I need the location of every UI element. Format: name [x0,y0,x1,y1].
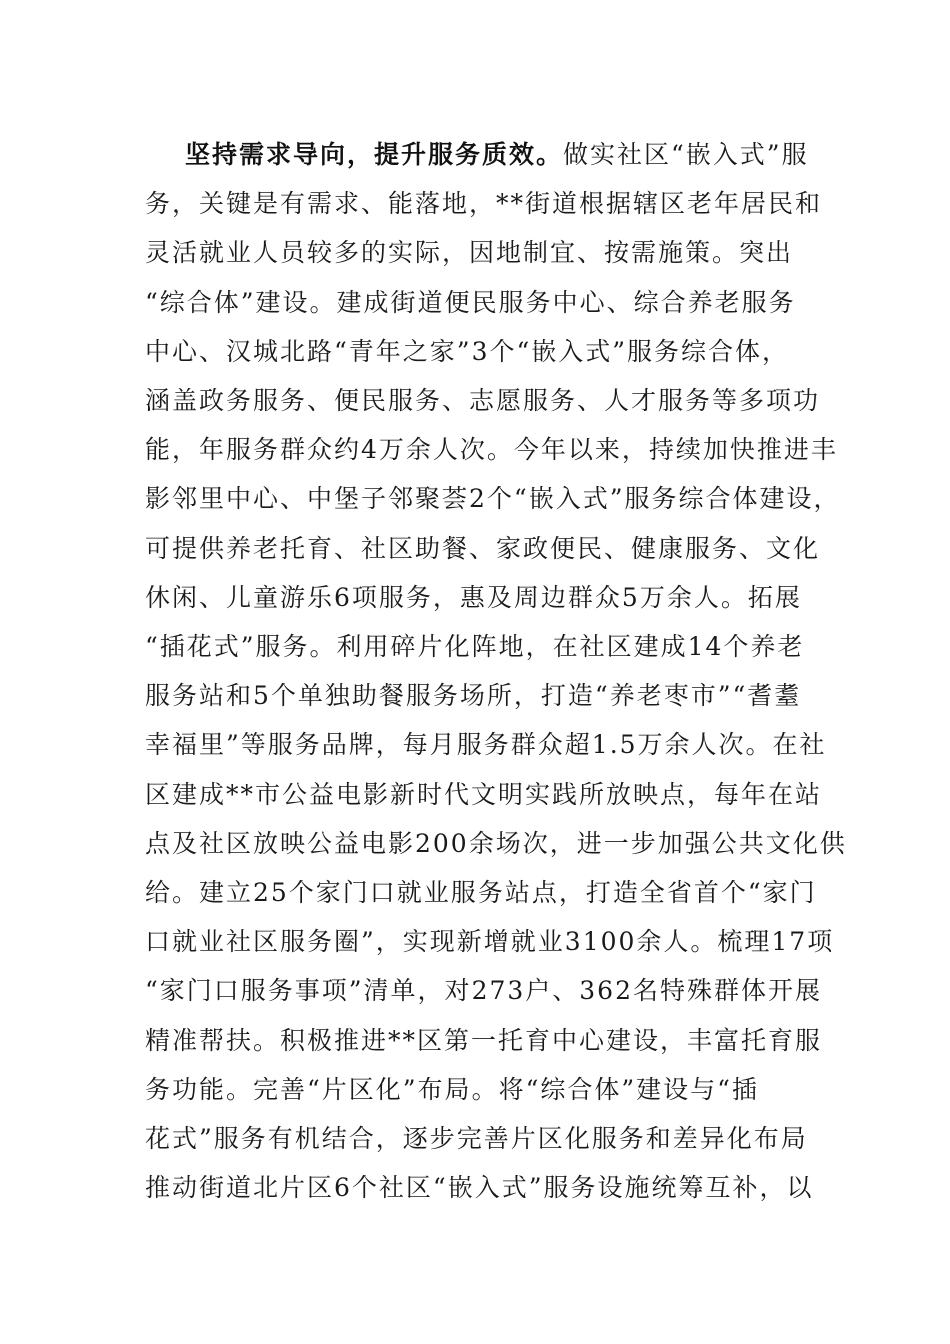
paragraph-line-4: “综合体”建设。建成街道便民服务中心、综合养老服务 [145,287,796,317]
line-text: 做实社区“嵌入式”服 [563,140,809,169]
paragraph-line-13: 幸福里”等服务品牌，每月服务群众超1.5万余人次。在社 [145,730,827,760]
paragraph-line-3: 灵活就业人员较多的实际，因地制宜、按需施策。突出 [145,238,794,268]
paragraph-line-18: “家门口服务事项”清单，对273户、362名特殊群体开展 [145,976,822,1006]
lead-heading: 坚持需求导向，提升服务质效。 [185,140,564,169]
body-paragraph [145,130,847,1212]
paragraph-line-8: 影邻里中心、中堡子邻聚荟2个“嵌入式”服务综合体建设， [145,484,841,514]
paragraph-line-21: 花式”服务有机结合，逐步完善片区化服务和差异化布局 [145,1124,808,1154]
paragraph-line-14: 区建成**市公益电影新时代文明实践所放映点，每年在站 [145,779,823,809]
paragraph-line-9: 可提供养老托育、社区助餐、家政便民、健康服务、文化 [145,533,821,563]
paragraph-line-10: 休闲、儿童游乐6项服务，惠及周边群众5万余人。拓展 [145,582,802,612]
paragraph-line-1 [145,130,810,179]
paragraph-line-17: 口就业社区服务圈”，实现新增就业3100余人。梳理17项 [145,927,835,957]
paragraph-line-11: “插花式”服务。利用碎片化阵地，在社区建成14个养老 [145,632,805,662]
paragraph-line-22: 推动街道北片区6个社区“嵌入式”服务设施统筹互补，以 [145,1173,814,1203]
paragraph-line-16: 给。建立25个家门口就业服务站点，打造全省首个“家门 [145,878,817,908]
paragraph-line-12: 服务站和5个单独助餐服务场所，打造“养老枣市”“耆耋 [145,681,802,711]
paragraph-line-19: 精准帮扶。积极推进**区第一托育中心建设，丰富托育服 [145,1025,823,1055]
paragraph-line-7: 能，年服务群众约4万余人次。今年以来，持续加快推进丰 [145,435,838,465]
paragraph-line-15: 点及社区放映公益电影200余场次，进一步加强公共文化供 [145,828,847,858]
paragraph-line-6: 涵盖政务服务、便民服务、志愿服务、人才服务等多项功 [145,386,821,416]
paragraph-line-20: 务功能。完善“片区化”布局。将“综合体”建设与“插 [145,1074,759,1104]
paragraph-line-2: 务，关键是有需求、能落地，**街道根据辖区老年居民和 [145,189,823,219]
paragraph-line-5: 中心、汉城北路“青年之家”3个“嵌入式”服务综合体， [145,336,790,366]
